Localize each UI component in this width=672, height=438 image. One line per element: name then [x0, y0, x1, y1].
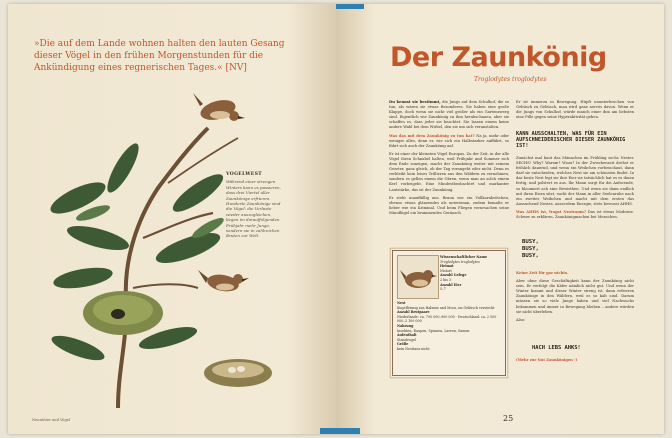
more-link[interactable]: (Mehr zur Nut Zaunkönigen ›) [516, 358, 578, 362]
question-text: Na ja, mehr oder weniger alles, denn er, wie sich ein Halbstarker aufführt, so führt sich auch der Zaunkönig auf. [389, 133, 509, 148]
busy-line: BUSY, [522, 253, 539, 259]
wren-tree-illustration [48, 88, 278, 408]
question-lead: Was das mit dem Zaunkönig zu tun hat? [389, 133, 475, 138]
fact-label: Heimat [440, 264, 454, 269]
col2-paragraph-1: Er ist immerzu in Bewegung. Hüpft ununterbrochen von Gebüsch zu Gebüsch, mau wird ganz nervös davon. Wenn er die Jungs von Schulhof, würde manch einer ihm am liebsten eine Pille gegen seine Hyperaktivität geben. [516, 100, 634, 120]
col2-paragraph-2: Zunächst mal baut das Männchen im Frühling sechs Nester. SECHS! Why? Warum? Wozu? In der Zwischenzeit drehst er fröhlich dauernd, und wenn ein Weibchen vorbeischaut, dann darf sie entscheiden, welches Nest sie am schönsten findet. In das beste Nest legt sie ihre Eier sie tatsächlich hat es es ihnen fertig, und polstert es aus. Ihr Mann sorgt für die Aufseende, so bloomiert ach eine Bewirthen. Und wenn sie dann endlich mit ihren Eiern sitzt, sucht der Mann in aller Seelenruhe nach ein zweites Weibchen und macht mit dem ersten das Aussuchend Nestes, ausserdem Energie, stets bewusst AHHS. [516, 156, 634, 206]
fact-value: 2 bis 3 [440, 277, 452, 282]
wren-portrait [397, 255, 439, 299]
fact-value: Insekten, Raupen, Spinnen, Larven, Samen [397, 328, 470, 333]
also-text: Also: [516, 317, 526, 322]
busy-block [522, 239, 539, 260]
bookmark-ribbon-top [336, 4, 364, 9]
fact-label: Anzahl Brutpaare [397, 310, 430, 315]
bookmark-ribbon-bottom [320, 428, 360, 434]
fact-value: Standvogel [397, 337, 416, 342]
busy-line: BUSY, [522, 246, 539, 252]
annotation-heading: VOGELWEST [226, 172, 262, 177]
text-column-1 [389, 100, 509, 216]
fact-label: Aufenthalt [397, 333, 417, 338]
fact-label: Größe [397, 342, 409, 347]
fact-value: 5–7 [440, 287, 446, 292]
fact-value: Niederlande: ca. 700 000–900 000 · Deutschland: ca. 2 500 000–3 100 000 [397, 314, 497, 324]
fact-card-top [440, 255, 502, 292]
intro-text: die Jungs auf dem Schulhof, die so tun, als wären sie etwas Besonderes. Sie haben eine große Klappe, doch wenn sie nicht viel größer als ein Gartenzwerg sind. Eigentlich wie Zaunkönig zu ihm herabschauen, aber sie schaffen es, dass jeder sie beachtet. Sie lassen einem keine andere Wahl bei dem Wirbel, den sie um sich veranstalten. [389, 100, 509, 130]
annotation-box [226, 172, 284, 239]
scientific-subtitle: Troglodytes troglodytes [474, 76, 547, 83]
fact-value: kein Nesttanz nicht [397, 346, 430, 351]
paragraph-3: Er ist einer der kleinsten Vögel Europas. Zu der Zeit, in der alle Vögel ihren Schnabel halten, weil Frühjahr und Sommer sich dem Ende zuneigen, macht der Zaunkönig weiter mit seinem Gezeter, ganz gleich, ob der Tag vorangeht oder nicht. Denn es verbleibt kein leises Trillieren aus den Wäldern zu vernehmen, sondern es gellen einem die Ohren, wenn man an solch einem Kerl vorbeigeht. Eine Mindestbeobachtet und markanter Lautstärke, das ist der Zaunkönig. [389, 151, 509, 192]
annotation-text: Während einer strengen Winters kann es passieren, dass drei Viertel aller Zaunkönige erfrieren. Hunderte Zaunkönige sind die Vögel: die Verluste wieder auszugleichen, liegen im darauffolgenden Frühjahr mehr Junge, sondern sie in zahlreichen Bruten zur Welt. [226, 179, 281, 239]
ahhs-lead: Was AHHS ist, fragst Nestraum? [516, 209, 586, 214]
text-column-2c [516, 271, 634, 323]
fact-card [392, 250, 506, 376]
fact-value: Kugelförmig aus Halmen und Moos, im Gebüsch versteckt [397, 305, 495, 310]
fact-label: Anzahl Gelege [440, 273, 467, 278]
fact-label: Nahrung [397, 323, 414, 328]
intro-lead: Du kennst sie bestimmt, [389, 100, 441, 104]
fact-label: Nest [397, 301, 406, 305]
col2-paragraph-4: Aber ohne diese Geschäftigkeit kann der Zaunkönig nicht sein. Er verfolgt die Käfer nämlich nicht gut. Und wenn der Winter kommt und dieser Winter streng ist, dann erfrieren Zaunkönige in den Wäldern, weil es so kalt sind. Darum müssen sie so viele Junge haben und viel Nachwuchs bekommen und immer in Bewegung bleiben – andere würden sie nicht überleben. [516, 279, 634, 314]
page-number: 25 [503, 414, 514, 423]
busy-note: Keine Zeit für gar nichts. [516, 271, 569, 275]
ahhs-text: Das ist etwas Moderne. Schwer zu erklären, Zaunkönigmachen bei Menschen. [516, 209, 634, 220]
text-column-2 [516, 100, 634, 120]
hach-heading: HACH LEBS AHKS! [532, 345, 581, 351]
left-page [8, 4, 336, 434]
quote-text: »Die auf dem Lande wohnen halten den lauten Gesang dieser Vögel in den frühen Morgenstunden für die Ankündigung eines regnerischen Tages.« [NV] [34, 39, 285, 73]
col2-heading: KANN AUSSCHALTEN, WAS FÜR EIN AUFSCHNEIDERISCHER DIESER ZAUNKÖNIG IST! [516, 131, 626, 150]
fact-card-bottom [397, 301, 501, 352]
fact-value: Troglodytes troglodytes [440, 259, 480, 264]
fact-label: Wissenschaftlicher Name [440, 255, 488, 259]
open-book [8, 4, 664, 434]
busy-line: BUSY, [522, 239, 539, 245]
page-title: Der Zaunkönig [390, 42, 607, 73]
text-column-2b [516, 156, 634, 220]
fact-label: Anzahl Eier [440, 282, 462, 287]
image-caption: Neuntöter und Vögel [32, 418, 71, 422]
paragraph-4: Er steht unauffällig aus. Braun wie ein Vollkornbrötchen, ebenso etwas glänzendes als untereinan, zudem bemalte er lieber wie ein Kriminal. Und beim Fliegen verursachen seine Minuflügel ein brummendes Geräusch. [389, 195, 509, 215]
fact-value: Nistort [440, 268, 452, 273]
